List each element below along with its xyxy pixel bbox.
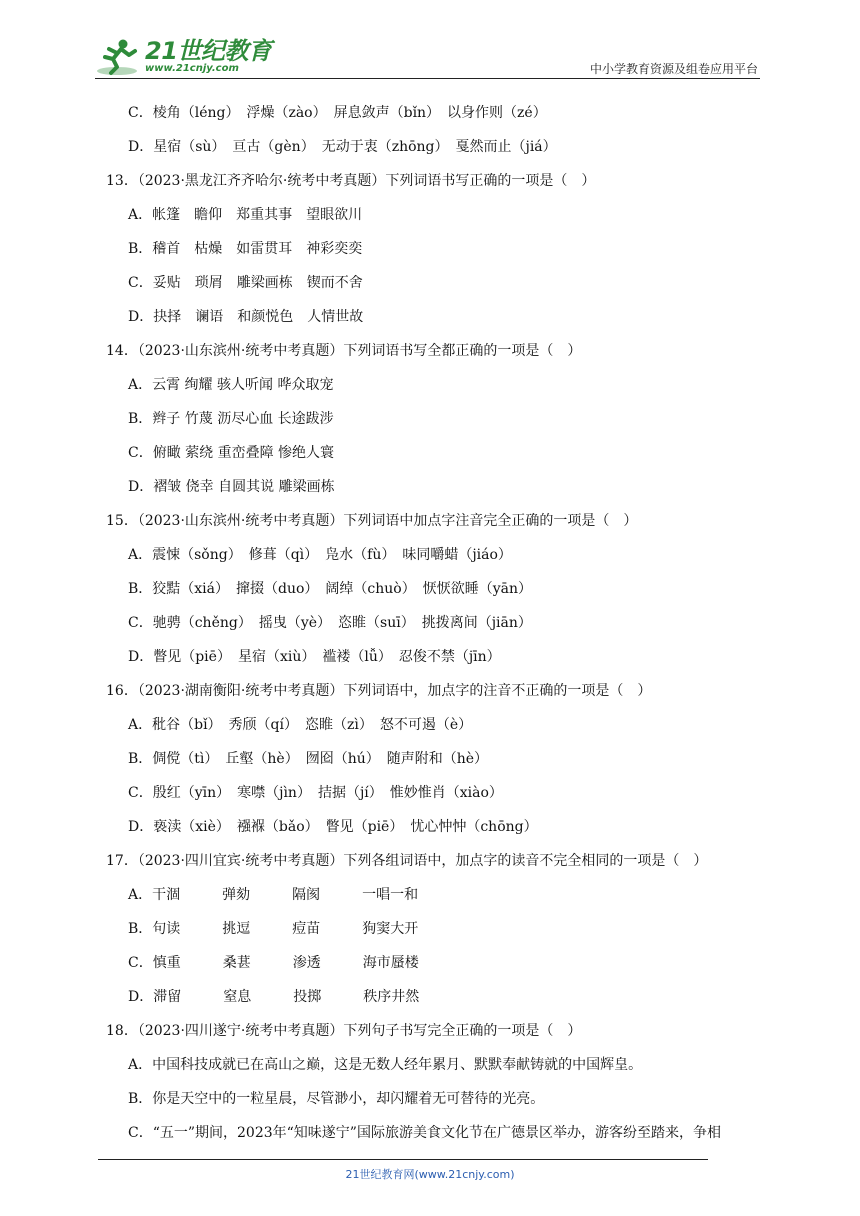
question-stem: 13．（2023·黑龙江齐齐哈尔·统考中考真题）下列词语书写正确的一项是（ ） — [106, 173, 596, 189]
page-header — [95, 30, 760, 82]
footer-divider — [98, 1159, 708, 1160]
logo-url: www.21cnjy.com — [145, 63, 239, 74]
answer-option: B．稽首 枯燥 如雷贯耳 神彩奕奕 — [128, 241, 363, 257]
answer-option: D．抉择 谰语 和颜悦色 人情世故 — [128, 309, 364, 325]
answer-option: C．“五一”期间，2023年“知味遂宁”国际旅游美食文化节在广德景区举办，游客纷至踏来，争相 — [128, 1125, 721, 1141]
platform-name: 中小学教育资源及组卷应用平台 — [589, 62, 758, 76]
site-logo[interactable] — [95, 36, 271, 78]
answer-option: C．妥贴 琐屑 雕梁画栋 锲而不舍 — [128, 275, 363, 291]
answer-option: A．秕谷（bǐ） 秀颀（qí） 恣睢（zì） 怒不可遏（è） — [128, 717, 473, 733]
answer-option: A．帐篷 瞻仰 郑重其事 望眼欲川 — [128, 207, 363, 223]
question-stem: 17．（2023·四川宜宾·统考中考真题）下列各组词语中，加点字的读音不完全相同的一项是（ ） — [106, 853, 708, 869]
answer-option: B．你是天空中的一粒星晨，尽管渺小，却闪耀着无可替待的光亮。 — [128, 1091, 545, 1107]
logo-title: 21世纪教育 — [145, 37, 272, 65]
answer-option: B．句读 挑逗 痘苗 狗窦大开 — [128, 921, 419, 937]
answer-option: D．星宿（sù） 亘古（gèn） 无动于衷（zhōng） 戛然而止（jiá） — [128, 139, 557, 155]
page-footer[interactable]: 21世纪教育网(www.21cnjy.com) — [345, 1168, 515, 1181]
running-figure-logo-icon — [95, 37, 141, 77]
question-stem: 16．（2023·湖南衡阳·统考中考真题）下列词语中，加点字的注音不正确的一项是（ ） — [106, 683, 652, 699]
answer-option: A．中国科技成就已在高山之巅，这是无数人经年累月、默默奉献铸就的中国辉皇。 — [128, 1057, 643, 1073]
question-stem: 14．（2023·山东滨州·统考中考真题）下列词语书写全都正确的一项是（ ） — [106, 343, 582, 359]
answer-option: D．滞留 窒息 投掷 秩序井然 — [128, 989, 420, 1005]
answer-option: D．褶皱 侥幸 自圆其说 雕梁画栋 — [128, 479, 335, 495]
header-divider — [95, 78, 760, 79]
question-stem: 15．（2023·山东滨州·统考中考真题）下列词语中加点字注音完全正确的一项是（ ） — [106, 513, 638, 529]
answer-option: B．辫子 竹蔑 沥尽心血 长途跋涉 — [128, 411, 334, 427]
answer-option: C．棱角（léng） 浮燥（zào） 屏息敛声（bǐn） 以身作则（zé） — [128, 105, 547, 121]
answer-option: C．驰骋（chěng） 摇曳（yè） 恣睢（suī） 挑拨离间（jiān） — [128, 615, 532, 631]
answer-option: C．殷红（yīn） 寒噤（jìn） 拮据（jí） 惟妙惟肖（xiào） — [128, 785, 503, 801]
answer-option: D．亵渎（xiè） 襁褓（bǎo） 瞥见（piē） 忧心忡忡（chōng） — [128, 819, 538, 835]
answer-option: B．狡黠（xiá） 撺掇（duo） 阔绰（chuò） 恹恹欲睡（yān） — [128, 581, 532, 597]
answer-option: A．干涸 弹劾 隔阂 一唱一和 — [128, 887, 419, 903]
answer-option: A．震悚（sǒng） 修葺（qì） 凫水（fù） 味同嚼蜡（jiáo） — [128, 547, 512, 563]
answer-option: C．慎重 桑葚 渗透 海市蜃楼 — [128, 955, 419, 971]
answer-option: B．倜傥（tì） 丘壑（hè） 囫囵（hú） 随声附和（hè） — [128, 751, 489, 767]
question-stem: 18．（2023·四川遂宁·统考中考真题）下列句子书写完全正确的一项是（ ） — [106, 1023, 582, 1039]
answer-option: C．俯瞰 萦绕 重峦叠障 惨绝人寰 — [128, 445, 335, 461]
answer-option: D．瞥见（piē） 星宿（xiù） 褴褛（lǚ） 忍俊不禁（jīn） — [128, 649, 501, 665]
question-content — [106, 100, 766, 1154]
answer-option: A．云霄 绚耀 骇人听闻 哗众取宠 — [128, 377, 334, 393]
